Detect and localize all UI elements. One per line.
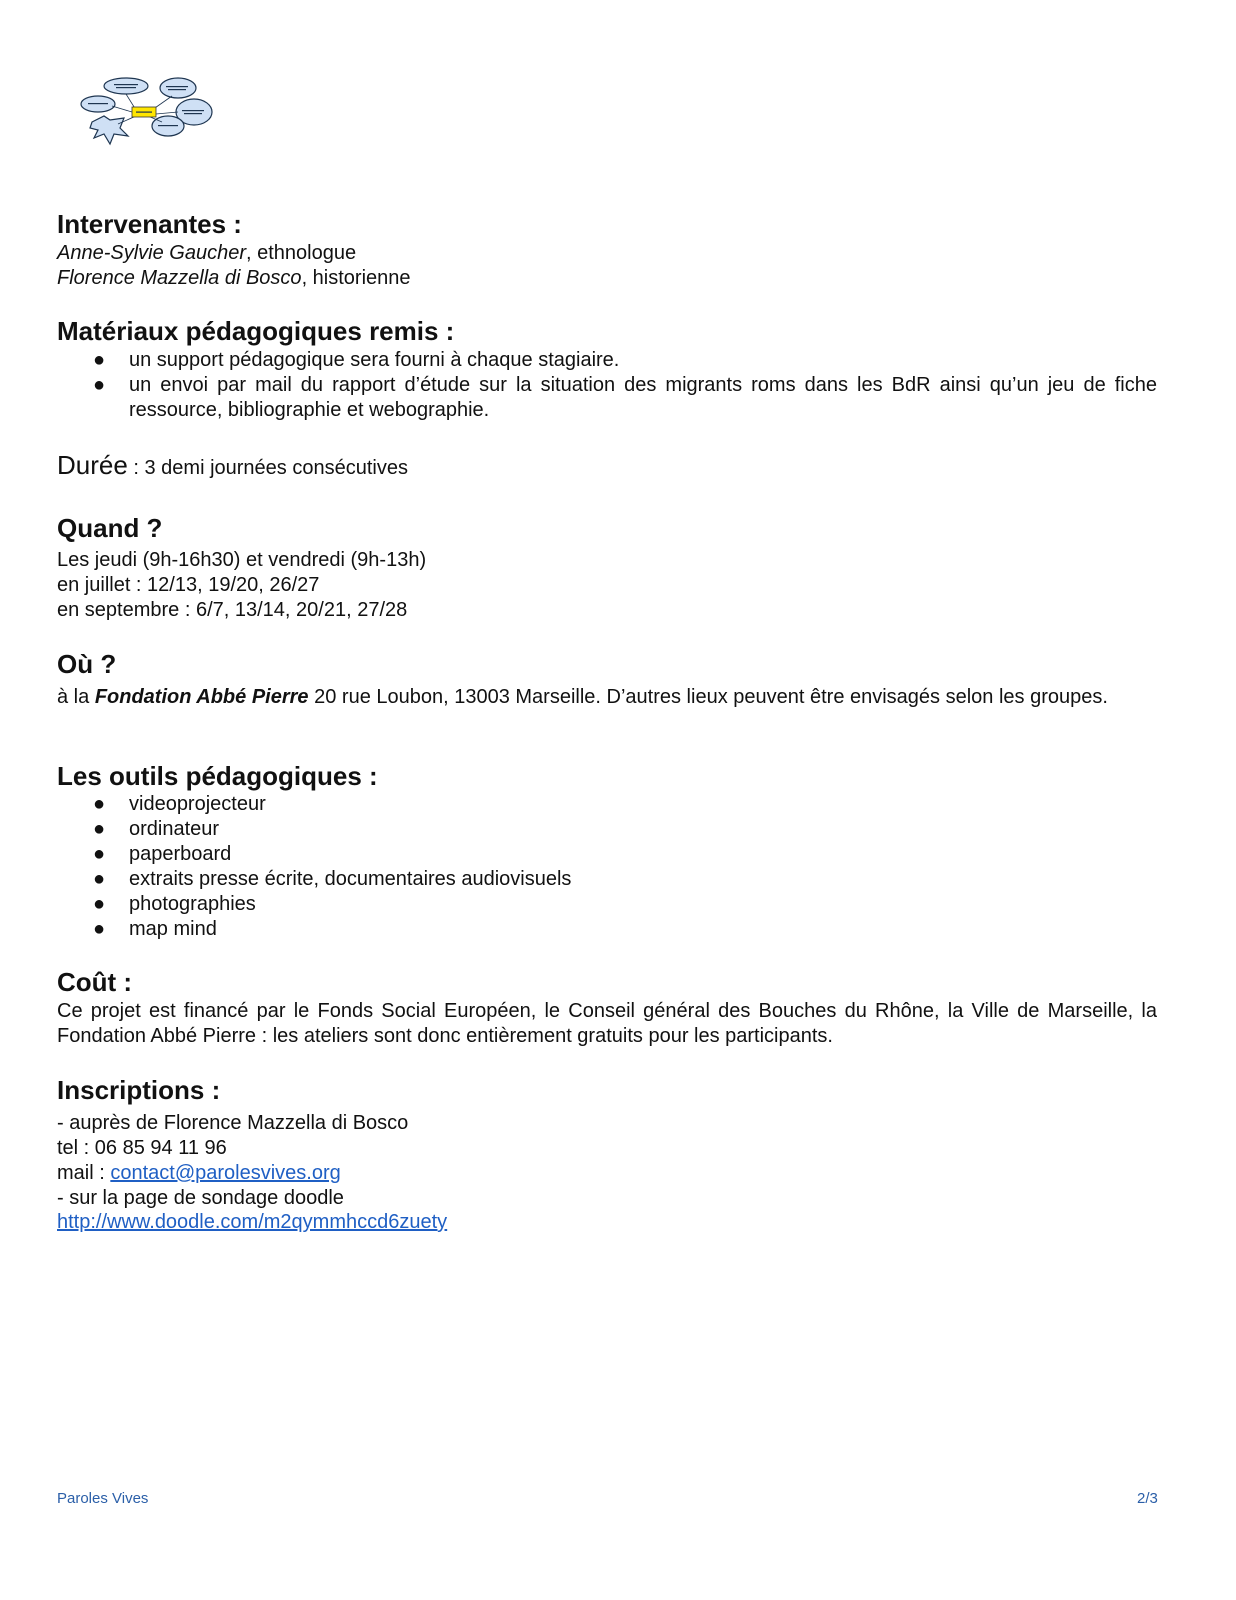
list-item	[57, 373, 1157, 423]
intervenante-2	[57, 266, 411, 291]
quand-line-2: en juillet : 12/13, 19/20, 26/27	[57, 574, 320, 596]
intervenante-1	[57, 241, 356, 266]
mind-map-logo-icon	[80, 76, 214, 148]
ou-place: Fondation Abbé Pierre	[94, 686, 309, 708]
bullet-icon: ●	[93, 843, 106, 865]
heading-materiaux: Matériaux pédagogiques remis :	[57, 316, 455, 346]
list-item-text: extraits presse écrite, documentaires audiovisuels	[129, 868, 572, 890]
footer-title: Paroles Vives	[57, 1490, 149, 1507]
heading-duree: Durée	[57, 450, 128, 480]
page-number: 2/3	[1137, 1490, 1158, 1507]
bullet-icon: ●	[93, 868, 106, 890]
heading-intervenantes: Intervenantes :	[57, 209, 242, 239]
list-item-text: photographies	[129, 893, 256, 915]
list-item	[57, 348, 1157, 373]
bullet-icon: ●	[93, 818, 106, 840]
quand-line-1: Les jeudi (9h-16h30) et vendredi (9h-13h)	[57, 549, 427, 571]
list-item-text: paperboard	[129, 843, 232, 865]
list-item-text: un envoi par mail du rapport d’étude sur la situation des migrants roms dans les BdR ainsi qu’un jeu de fiche ressource, bibliographie et webographie.	[129, 374, 1157, 421]
list-item	[57, 917, 1157, 942]
list-item	[57, 792, 1157, 817]
quand-line-3: en septembre : 6/7, 13/14, 20/21, 27/28	[57, 599, 408, 621]
intervenante-2-name: Florence Mazzella di Bosco	[57, 267, 302, 289]
inscription-doodle-label: - sur la page de sondage doodle	[57, 1187, 344, 1209]
inscription-doodle	[57, 1210, 447, 1235]
bullet-icon: ●	[93, 374, 106, 396]
ou-rest: 20 rue Loubon, 13003 Marseille. D’autres lieux peuvent être envisagés selon les groupes.	[308, 686, 1108, 708]
list-item	[57, 867, 1157, 892]
heading-inscriptions: Inscriptions :	[57, 1075, 221, 1105]
mail-link[interactable]: contact@parolesvives.org	[110, 1162, 341, 1184]
heading-ou: Où ?	[57, 649, 117, 679]
heading-cout: Coût :	[57, 967, 133, 997]
bullet-icon: ●	[93, 349, 106, 371]
bullet-icon: ●	[93, 893, 106, 915]
intervenante-2-role: , historienne	[301, 267, 411, 289]
ou-prefix: à la	[57, 686, 95, 708]
materiaux-list	[57, 348, 1157, 423]
cout-text: Ce projet est financé par le Fonds Social Européen, le Conseil général des Bouches du Rhône, la Ville de Marseille, la Fondation Abbé Pierre : les ateliers sont donc entièrement gratuits pour les participants.	[57, 1000, 1157, 1047]
list-item	[57, 892, 1157, 917]
inscription-contact: - auprès de Florence Mazzella di Bosco	[57, 1112, 409, 1134]
ou-text	[57, 685, 1157, 710]
inscription-tel: tel : 06 85 94 11 96	[57, 1137, 227, 1159]
list-item-text: videoprojecteur	[129, 793, 266, 815]
list-item-text: un support pédagogique sera fourni à chaque stagiaire.	[129, 349, 620, 371]
intervenante-1-role: , ethnologue	[245, 242, 357, 264]
inscription-mail	[57, 1161, 341, 1186]
heading-outils: Les outils pédagogiques :	[57, 761, 378, 791]
bullet-icon: ●	[93, 918, 106, 940]
bullet-icon: ●	[93, 793, 106, 815]
duree-line	[57, 449, 408, 481]
list-item	[57, 817, 1157, 842]
outils-list	[57, 792, 1157, 942]
list-item-text: ordinateur	[129, 818, 220, 840]
mail-label: mail :	[57, 1162, 111, 1184]
list-item-text: map mind	[129, 918, 217, 940]
intervenante-1-name: Anne-Sylvie Gaucher	[57, 242, 246, 264]
duree-text: : 3 demi journées consécutives	[127, 457, 408, 479]
list-item	[57, 842, 1157, 867]
doodle-link[interactable]: http://www.doodle.com/m2qymmhccd6zuety	[57, 1211, 448, 1233]
heading-quand: Quand ?	[57, 513, 163, 543]
